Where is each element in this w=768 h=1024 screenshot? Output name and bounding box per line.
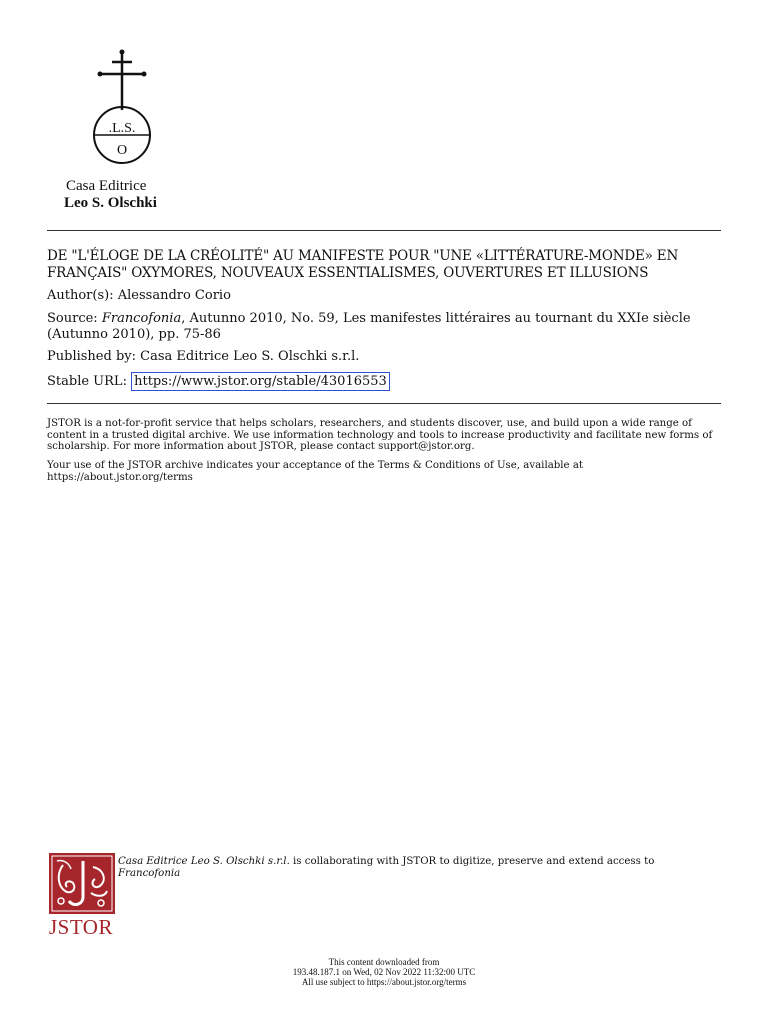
source-label: Source:: [47, 311, 98, 326]
publisher-name-line1: Casa Editrice: [66, 178, 147, 194]
publisher-name-line2: Leo S. Olschki: [64, 195, 157, 211]
download-line3: All use subject to https://about.jstor.org/terms: [301, 977, 467, 987]
download-line2: 193.48.187.1 on Wed, 02 Nov 2022 11:32:00 UTC: [292, 967, 476, 977]
publisher-logo: [60, 48, 180, 218]
author-label: Author(s):: [47, 288, 114, 303]
collab-publisher: Casa Editrice Leo S. Olschki s.r.l.: [118, 856, 290, 867]
terms-notice: Your use of the JSTOR archive indicates your acceptance of the Terms & Conditions of Use, available at https://about.jstor.org/terms: [47, 460, 583, 483]
svg-text:.L.S.: .L.S.: [108, 121, 136, 136]
source-journal: Francofonia: [101, 311, 182, 326]
collaboration-statement: [118, 856, 678, 880]
collab-journal: Francofonia: [118, 868, 181, 879]
source-line: [47, 311, 737, 343]
stable-url-link[interactable]: https://www.jstor.org/stable/43016553: [131, 372, 390, 391]
jstor-logo: [49, 853, 117, 943]
top-divider: [47, 230, 721, 231]
collab-middle: is collaborating with JSTOR to digitize, preserve and extend access to: [289, 856, 655, 867]
published-label: Published by:: [47, 349, 136, 364]
stable-url-label: Stable URL:: [47, 374, 127, 389]
published-by-line: [47, 349, 737, 365]
jstor-ornament-icon: [49, 853, 115, 914]
published-by: Casa Editrice Leo S. Olschki s.r.l.: [140, 349, 360, 364]
svg-text:O: O: [116, 143, 128, 158]
olschki-emblem-icon: [82, 48, 162, 173]
download-line1: This content downloaded from: [328, 957, 440, 967]
author-name: Alessandro Corio: [117, 288, 231, 303]
author-line: [47, 288, 737, 304]
bottom-divider: [47, 403, 721, 404]
article-title: DE "L'ÉLOGE DE LA CRÉOLITÉ" AU MANIFESTE POUR "UNE «LITTÉRATURE-MONDE» EN FRANÇAIS" OXYMORES, NOUVEAUX ESSENTIALISMES, OUVERTURES ET ILLUSIONS: [47, 248, 679, 281]
jstor-about-notice: JSTOR is a not-for-profit service that helps scholars, researchers, and students discover, use, and build upon a wide range of content in a trusted digital archive. We use information technology and tools to increase productivity and facilitate new forms of scholarship. For more information about JSTOR, please contact support@jstor.org.: [47, 418, 713, 452]
source-details: , Autunno 2010, No. 59, Les manifestes littéraires au tournant du XXIe siècle (Autunno 2010), pp. 75-86: [47, 311, 691, 342]
download-notice: [234, 957, 534, 987]
stable-url-line: [47, 374, 737, 390]
jstor-wordmark: JSTOR: [49, 915, 113, 939]
